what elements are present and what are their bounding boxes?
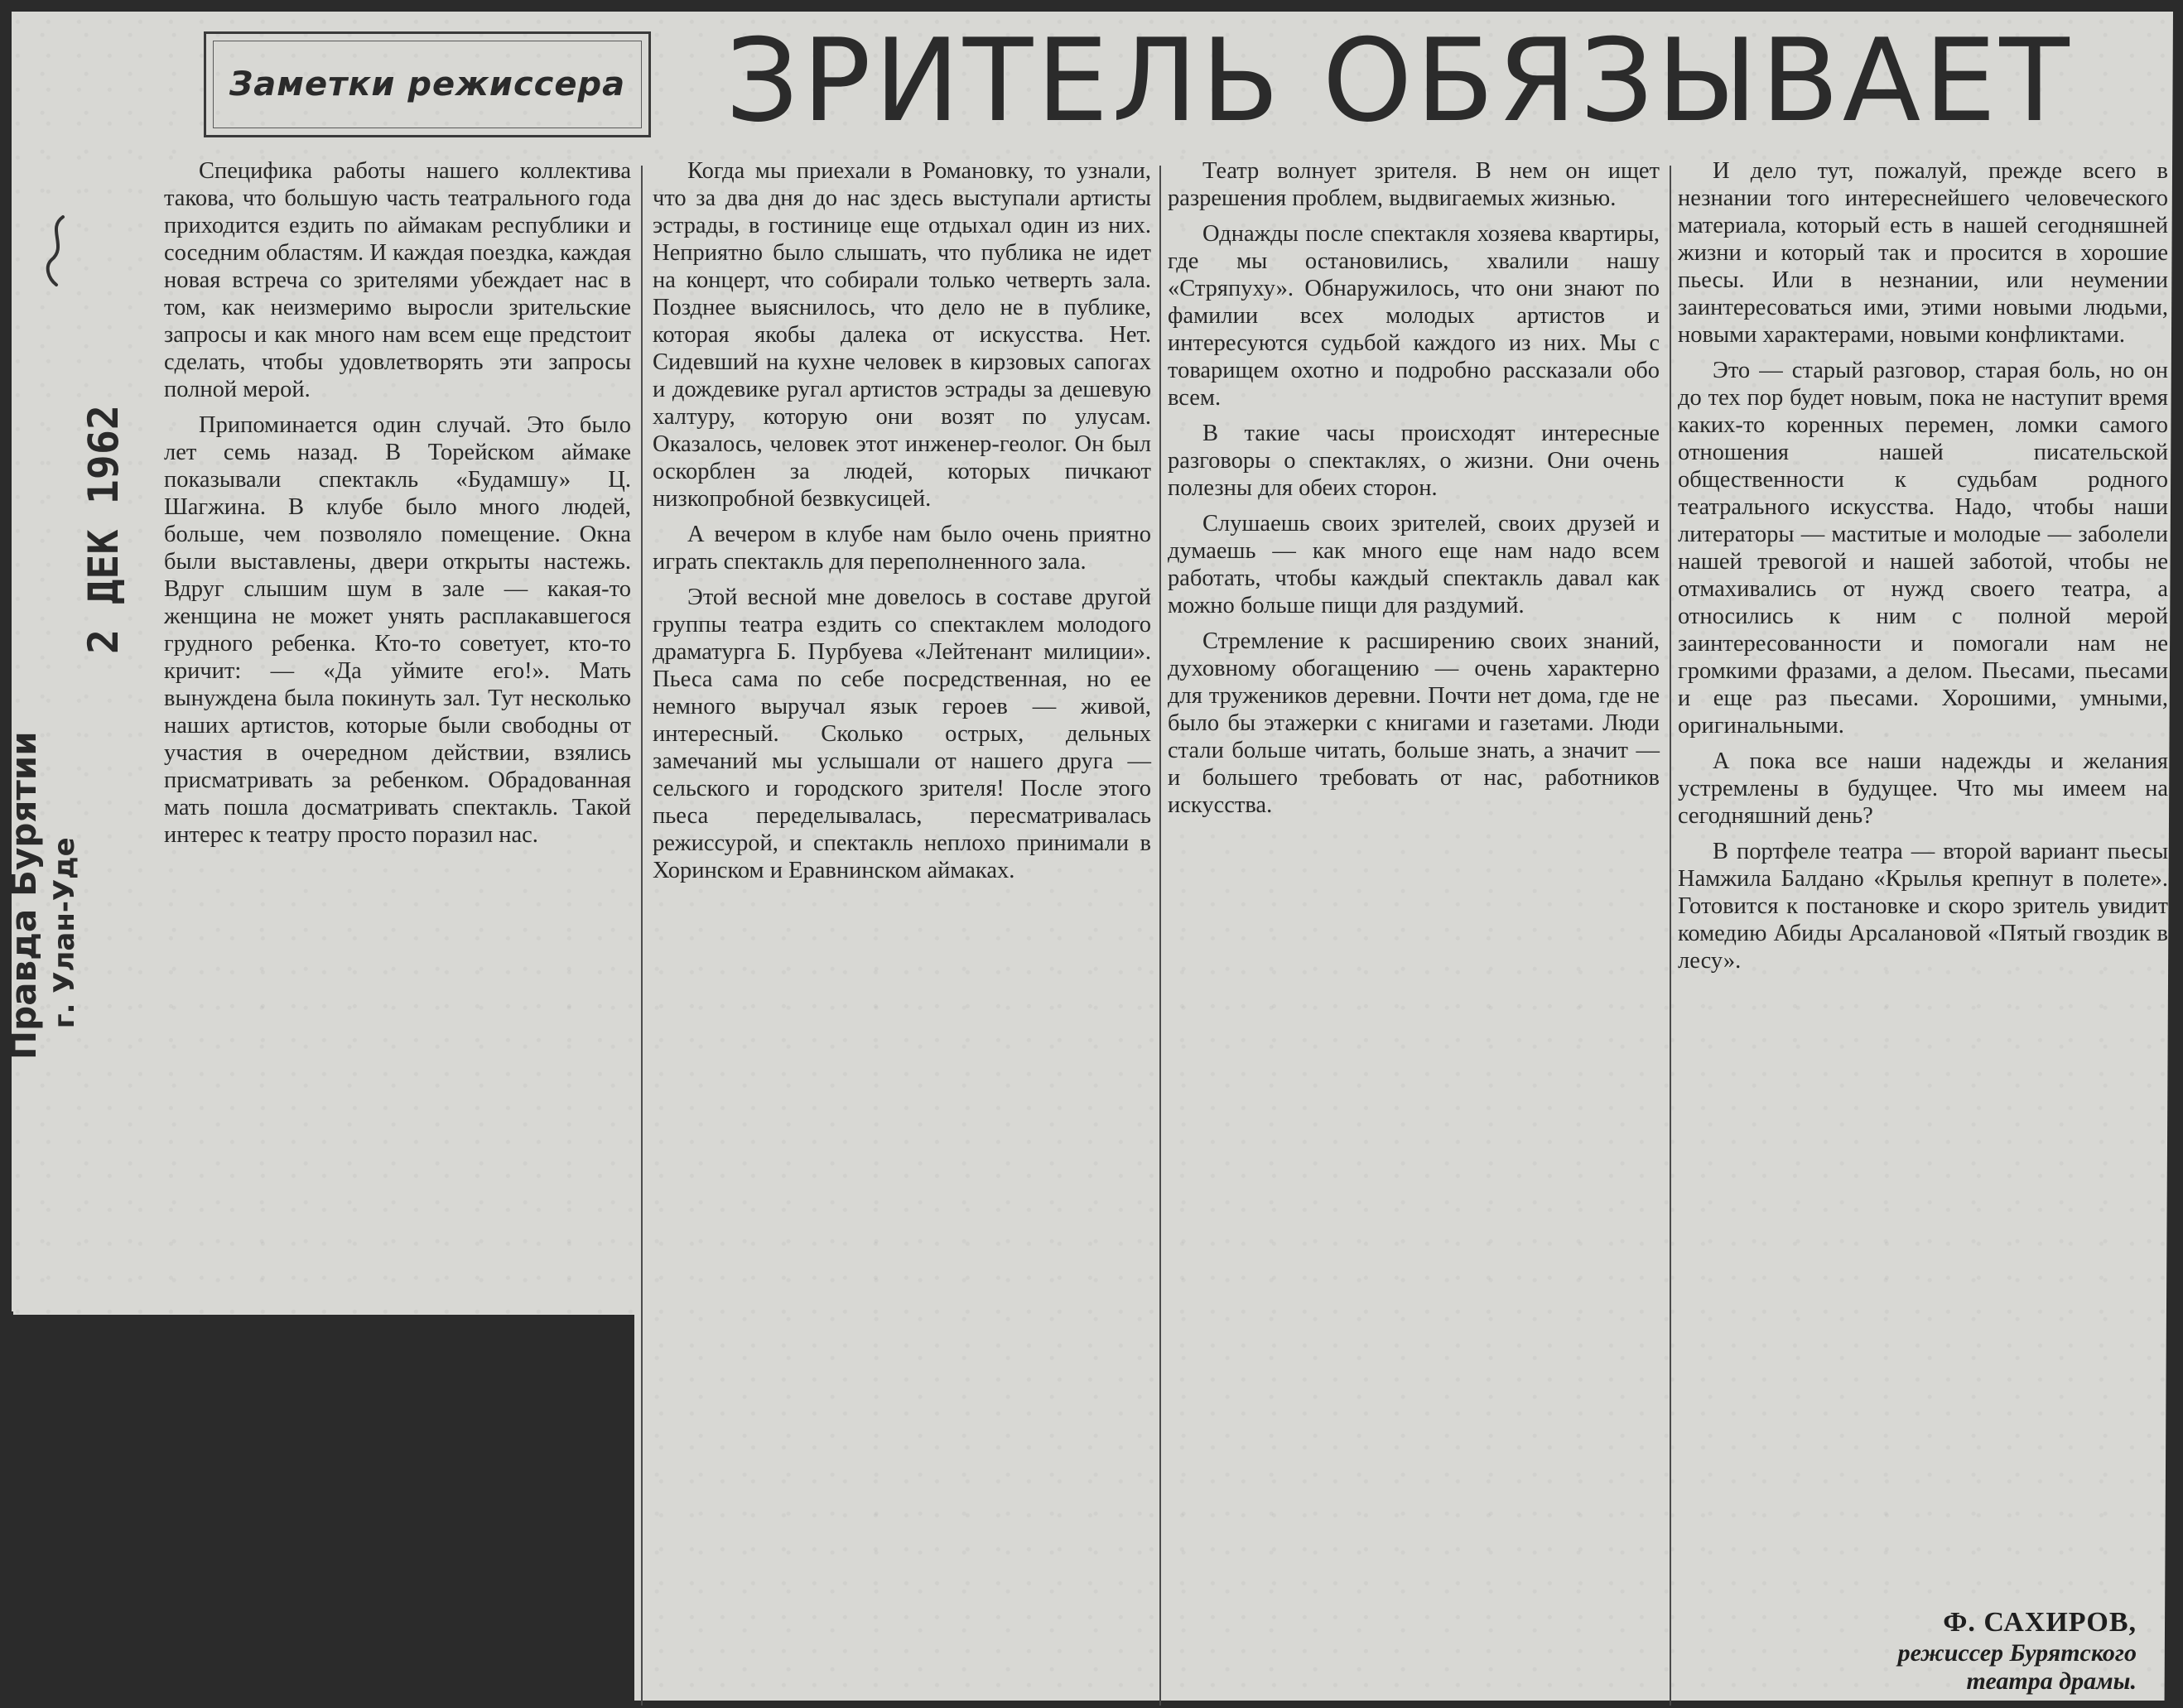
paragraph: Припоминается один случай. Это было лет семь назад. В Торейском аймаке показывали спектакль «Будамшу» Ц. Шагжина. В клубе было много людей, больше, чем позволяло помещение. Окна были выставлены, двери открыты настежь. Вдруг слышим шум в зале — какая-то женщина не может унять расплакавшегося грудного ребенка. Кто-то советует, кто-то кричит: — «Да уймите его!». Мать вынуждена была покинуть зал. Тут несколько наших артистов, которые были свободны от участия в очередном действии, взялись присматривать за ребенком. Обрадованная мать пошла досматривать спектакль. Такой интерес к театру просто поразил нас.	[164, 412, 631, 848]
author-role	[1706, 1639, 2137, 1696]
paragraph: Театр волнует зрителя. В нем он ищет разрешения проблем, выдвигаемых жизнью.	[1168, 158, 1660, 211]
article-column-4	[1678, 157, 2168, 974]
clipping-source-stamp	[3, 511, 81, 1060]
rubric-label: Заметки режиссера	[229, 65, 626, 103]
author-role-line: режиссер Бурятского	[1897, 1639, 2137, 1667]
paragraph: Однажды после спектакля хозяева квартиры, где мы остановились, хвалили нашу «Стряпуху». Обнаружилось, что они знают по фамилии всех молодых артистов и интересуются судьбой каждого из них. Мы с товарищем охотно и подробно рассказали обо всем.	[1168, 221, 1660, 411]
author-signature	[1706, 1606, 2137, 1696]
paragraph: В такие часы происходят интересные разговоры о спектаклях, о жизни. Они очень полезны для обеих сторон.	[1168, 421, 1660, 501]
paragraph: Стремление к расширению своих знаний, духовному обогащению — очень характерно для тружеников деревни. Почти нет дома, где не было бы этажерки с книгами и газетами. Люди стали больше читать, больше знать, а значит — и большего требовать от нас, работников искусства.	[1168, 628, 1660, 818]
cut-out-area	[12, 1315, 634, 1708]
paragraph: И дело тут, пожалуй, прежде всего в незнании того интереснейшего человеческого материала, который есть в нашей сегодняшней жизни и который так и просится в хорошие пьесы. Или в незнании, или неумении заинтересоваться ими, этими новыми людьми, новыми характерами, новыми конфликтами.	[1678, 158, 2168, 348]
paragraph: А вечером в клубе нам было очень приятно играть спектакль для переполненного зала.	[653, 522, 1151, 575]
column-rule	[1670, 166, 1671, 1706]
stamp-city: г. Улан-Уде	[48, 837, 81, 1029]
paragraph: В портфеле театра — второй вариант пьесы Намжила Балдано «Крылья крепнут в полете». Готовится к постановке и скоро зритель увидит комедию Абиды Арсалановой «Пятый гвоздик в лесу».	[1678, 839, 2168, 974]
column-rule	[641, 166, 643, 1706]
article-column-2	[653, 157, 1151, 884]
paragraph: Специфика работы нашего коллектива такова, что большую часть театрального года приходится ездить по аймакам республики и соседним областям. И каждая поездка, каждая новая встреча со зрителями убеждает нас в том, как неизмеримо выросли зрительские запросы и как много нам всем еще предстоит сделать, чтобы удовлетворять эти запросы полной мерой.	[164, 158, 631, 402]
pencil-mark-icon	[40, 214, 73, 288]
author-role-line: театра драмы.	[1966, 1667, 2137, 1695]
article-headline: ЗРИТЕЛЬ ОБЯЗЫВАЕТ	[725, 14, 2073, 147]
article-column-1	[164, 157, 631, 849]
rubric-box	[204, 31, 651, 137]
paragraph: Слушаешь своих зрителей, своих друзей и думаешь — как много еще нам надо всем работать, чтобы каждый спектакль давал как можно больше пищи для раздумий.	[1168, 511, 1660, 618]
article-column-3	[1168, 157, 1660, 819]
stamp-newspaper: Правда Бурятии	[3, 731, 44, 1060]
stamp-date: 2 ДЕК 1962	[80, 404, 128, 654]
paragraph: Когда мы приехали в Романовку, то узнали, что за два дня до нас здесь выступали артисты эстрады, в гостинице еще отдыхал один из них. Неприятно было слышать, что публика не идет на концерт, что собирали только четверть зала. Позднее выяснилось, что дело не в публике, которая якобы далека от искусства. Нет. Сидевший на кухне человек в кирзовых сапогах и дождевике ругал артистов эстрады за дешевую халтуру, которую они возят по улусам. Оказалось, человек этот инженер-геолог. Он был оскорблен за людей, которых пичкают низкопробной безвкусицей.	[653, 158, 1151, 512]
author-name: Ф. САХИРОВ,	[1943, 1607, 2137, 1638]
paragraph: Это — старый разговор, старая боль, но он до тех пор будет новым, пока не наступит время каких-то коренных перемен, ломки самого отношения нашей писательской общественности к судьбам родного театрального искусства. Надо, чтобы наши литераторы — маститые и молодые — заболели нашей тревогой и нашей заботой, чтобы не отмахивались от нужд своего театра, а относились к ним с полной мерой заинтересованности и помогали нам не громкими фразами, а делом. Пьесами, пьесами и еще раз пьесами. Хорошими, умными, оригинальными.	[1678, 358, 2168, 739]
paragraph: А пока все наши надежды и желания устремлены в будущее. Что мы имеем на сегодняшний день?	[1678, 748, 2168, 829]
paragraph: Этой весной мне довелось в составе другой группы театра ездить со спектаклем молодого драматурга Б. Пурбуева «Лейтенант милиции». Пьеса сама по себе посредственная, но ее немного выручал язык героев — живой, интересный. Сколько острых, дельных замечаний мы услышали от нашего друга — сельского и городского зрителя! После этого пьеса переделывалась, пересматривалась режиссурой, и спектакль неплохо принимали в Хоринском и Еравнинском аймаках.	[653, 585, 1151, 883]
column-rule	[1159, 166, 1161, 1706]
